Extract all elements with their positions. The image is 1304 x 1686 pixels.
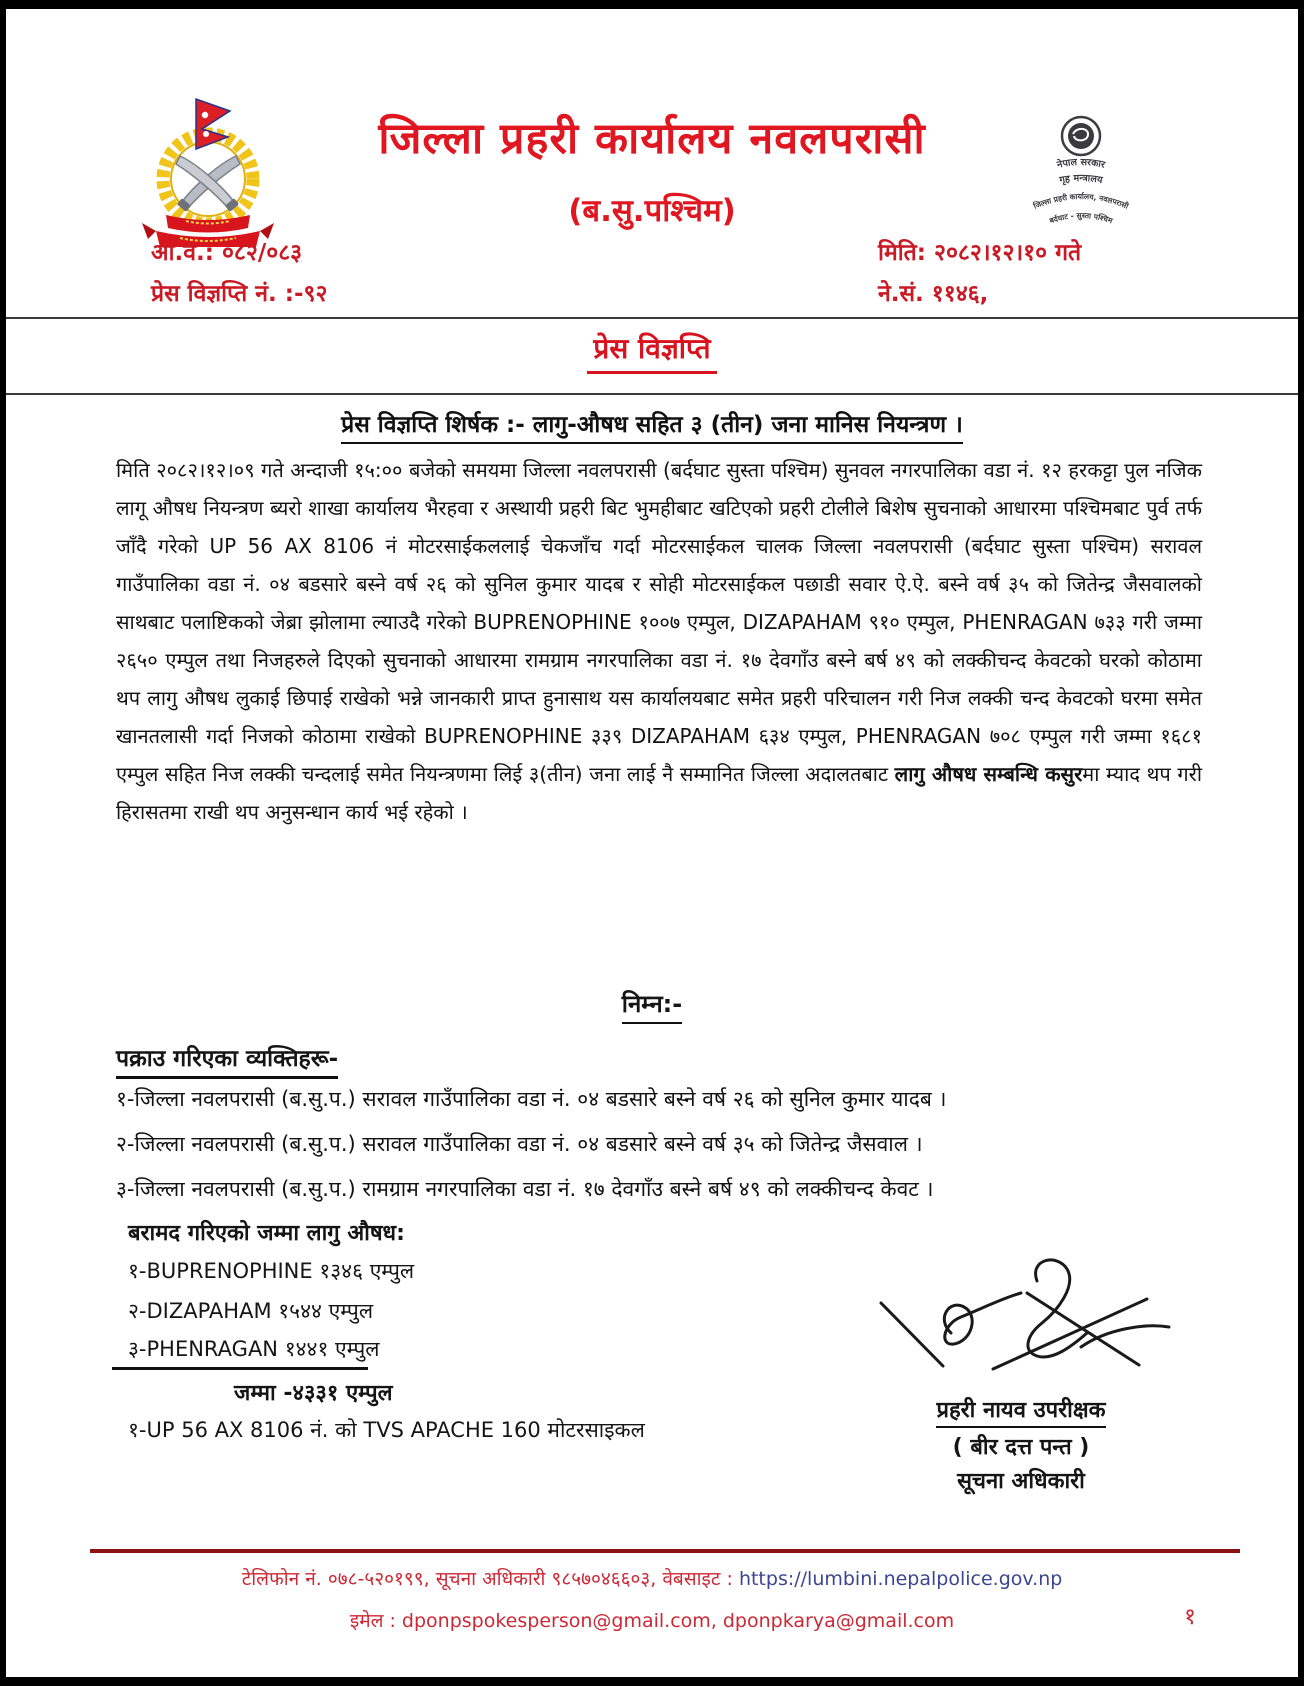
seized-heading: बरामद गरिएको जम्मा लागु औषध:	[128, 1221, 405, 1246]
website-link[interactable]: https://lumbini.nepalpolice.gov.np	[738, 1568, 1063, 1590]
page-number: १	[1184, 1604, 1196, 1630]
doc-type-heading: प्रेस विज्ञप्ति	[587, 329, 716, 374]
org-subtitle: (ब.सु.पश्चिम)	[568, 193, 736, 229]
body-text-bold: लागु औषध सम्बन्धि कसुर	[894, 762, 1083, 786]
sum-line	[112, 1367, 368, 1370]
footer-email-line: इमेल : dponpspokesperson@gmail.com, dponpkarya@gmail.com	[349, 1610, 955, 1632]
fiscal-year: आ.व.: ०८२/०८३	[151, 240, 303, 266]
seized-item-3: ३-PHENRAGAN १४४१ एम्पुल	[128, 1337, 380, 1361]
signature-icon	[851, 1251, 1191, 1393]
press-release-number: प्रेस विज्ञप्ति नं. :-९२	[151, 281, 328, 307]
svg-text:बर्दघाट - सुस्ता पश्चिम: बर्दघाट - सुस्ता पश्चिम	[1048, 210, 1114, 226]
subject-row	[6, 407, 1298, 444]
svg-text:गृह मन्त्रालय: गृह मन्त्रालय	[1058, 172, 1104, 187]
body-text-after: मा म्याद थप गरी हिरासतमा राखी थप अनुसन्धान कार्य भई रहेको ।	[116, 762, 1202, 824]
footer-contact-text: टेलिफोन नं. ०७८-५२०१९९, सूचना अधिकारी ९८५७०४६६०३, वेबसाइट :	[241, 1568, 739, 1590]
divider-mid	[6, 393, 1298, 395]
body-paragraph	[116, 451, 1202, 831]
arrested-heading: पक्राउ गरिएका व्यक्तिहरू-	[116, 1041, 338, 1079]
signatory-name: ( बीर दत्त पन्त )	[952, 1435, 1090, 1460]
arrested-person-3: ३-जिल्ला नवलपरासी (ब.सु.प.) रामग्राम नगरपालिका वडा नं. १७ देवगाँउ बस्ने बर्ष ४९ को लक्कीचन्द केवट ।	[116, 1177, 934, 1201]
footer-contact-line	[6, 1565, 1298, 1591]
org-title: जिल्ला प्रहरी कार्यालय नवलपरासी	[378, 114, 926, 164]
footer-divider	[90, 1549, 1240, 1553]
divider-top	[6, 317, 1298, 319]
body-text-before: मिति २०८२।१२।०९ गते अन्दाजी १५:०० बजेको समयमा जिल्ला नवलपरासी (बर्दघाट सुस्ता पश्चिम) सुनवल नगरपालिका वडा नं. १२ हरकट्टा पुल नजिक लागू औषध नियन्त्रण ब्यरो शाखा कार्यालय भैरहवा र अस्थायी प्रहरी बिट भुमहीबाट खटिएको प्रहरी टोलीले बिशेष सुचनाको आधारमा पश्चिमबाट पुर्व तर्फ जाँदै गरेको UP 56 AX 8106 नं मोटरसाईकललाई चेकजाँच गर्दा मोटरसाईकल चालक जिल्ला नवलपरासी (बर्दघाट सुस्ता पश्चिम) सरावल गाउँपालिका वडा नं. ०४ बडसारे बस्ने वर्ष २६ को सुनिल कुमार यादब र सोही मोटरसाईकल पछाडी सवार ऐ.ऐ. बस्ने वर्ष ३५ को जितेन्द्र जैसवालको साथबाट पलाष्टिकको जेब्रा झोलामा ल्याउदै गरेको BUPRENOPHINE १००७ एम्पुल, DIZAPAHAM ९१० एम्पुल, PHENRAGAN ७३३ गरी जम्मा २६५० एम्पुल तथा निजहरुले दिएको सुचनाको आधारमा रामग्राम नगरपालिका वडा नं. १७ देवगाँउ बस्ने बर्ष ४९ को लक्कीचन्द केवटको घरको कोठामा थप लागु औषध लुकाई छिपाई राखेको भन्ने जानकारी प्राप्त हुनासाथ यस कार्यालयबाट समेत प्रहरी परिचालन गरी निज लक्की चन्द केवटको घरमा समेत खानतलासी गर्दा निजको कोठामा राखेको BUPRENOPHINE ३३९ DIZAPAHAM ६३४ एम्पुल, PHENRAGAN ७०८ एम्पुल गरी जम्मा १६८१ एम्पुल सहित निज लक्की चन्दलाई समेत नियन्त्रणमा लिई ३(तीन) जना लाई नै सम्मानित जिल्ला अदालतबाट	[116, 458, 1202, 786]
list-heading: निम्न:-	[622, 987, 683, 1024]
svg-text:नेपाल सरकार: नेपाल सरकार	[1056, 156, 1107, 171]
arrested-person-2: २-जिल्ला नवलपरासी (ब.सु.प.) सरावल गाउँपालिका वडा नं. ०४ बडसारे बस्ने वर्ष ३५ को जितेन्द्र जैसवाल ।	[116, 1132, 923, 1156]
signatory-designation	[851, 1394, 1191, 1428]
seized-vehicle: १-UP 56 AX 8106 नं. को TVS APACHE 160 मोटरसाइकल	[128, 1418, 645, 1442]
date: मिति: २०८२।१२।१० गते	[878, 240, 1082, 266]
signatory-designation-text: प्रहरी नायव उपरीक्षक	[936, 1394, 1105, 1428]
subject-line: प्रेस विज्ञप्ति शिर्षक :- लागु-औषध सहित ३ (तीन) जना मानिस नियन्त्रण ।	[341, 407, 963, 444]
seized-item-2: २-DIZAPAHAM १५४४ एम्पुल	[128, 1299, 374, 1323]
signatory-role: सूचना अधिकारी	[957, 1469, 1085, 1494]
nepal-sambat: ने.सं. ११४६,	[878, 281, 989, 307]
svg-text:जिल्ला प्रहरी कार्यालय, नवलपरा: जिल्ला प्रहरी कार्यालय, नवलपरासी	[1032, 191, 1130, 211]
seized-item-1: १-BUPRENOPHINE १३४६ एम्पुल	[128, 1259, 415, 1283]
seized-total: जम्मा -४३३१ एम्पुल	[234, 1381, 393, 1406]
list-heading-row	[6, 987, 1298, 1024]
arrested-person-1: १-जिल्ला नवलपरासी (ब.सु.प.) सरावल गाउँपालिका वडा नं. ०४ बडसारे बस्ने वर्ष २६ को सुनिल कुमार यादब ।	[116, 1087, 947, 1111]
signature-scribble	[851, 1251, 1191, 1393]
doc-heading-row	[6, 329, 1298, 374]
